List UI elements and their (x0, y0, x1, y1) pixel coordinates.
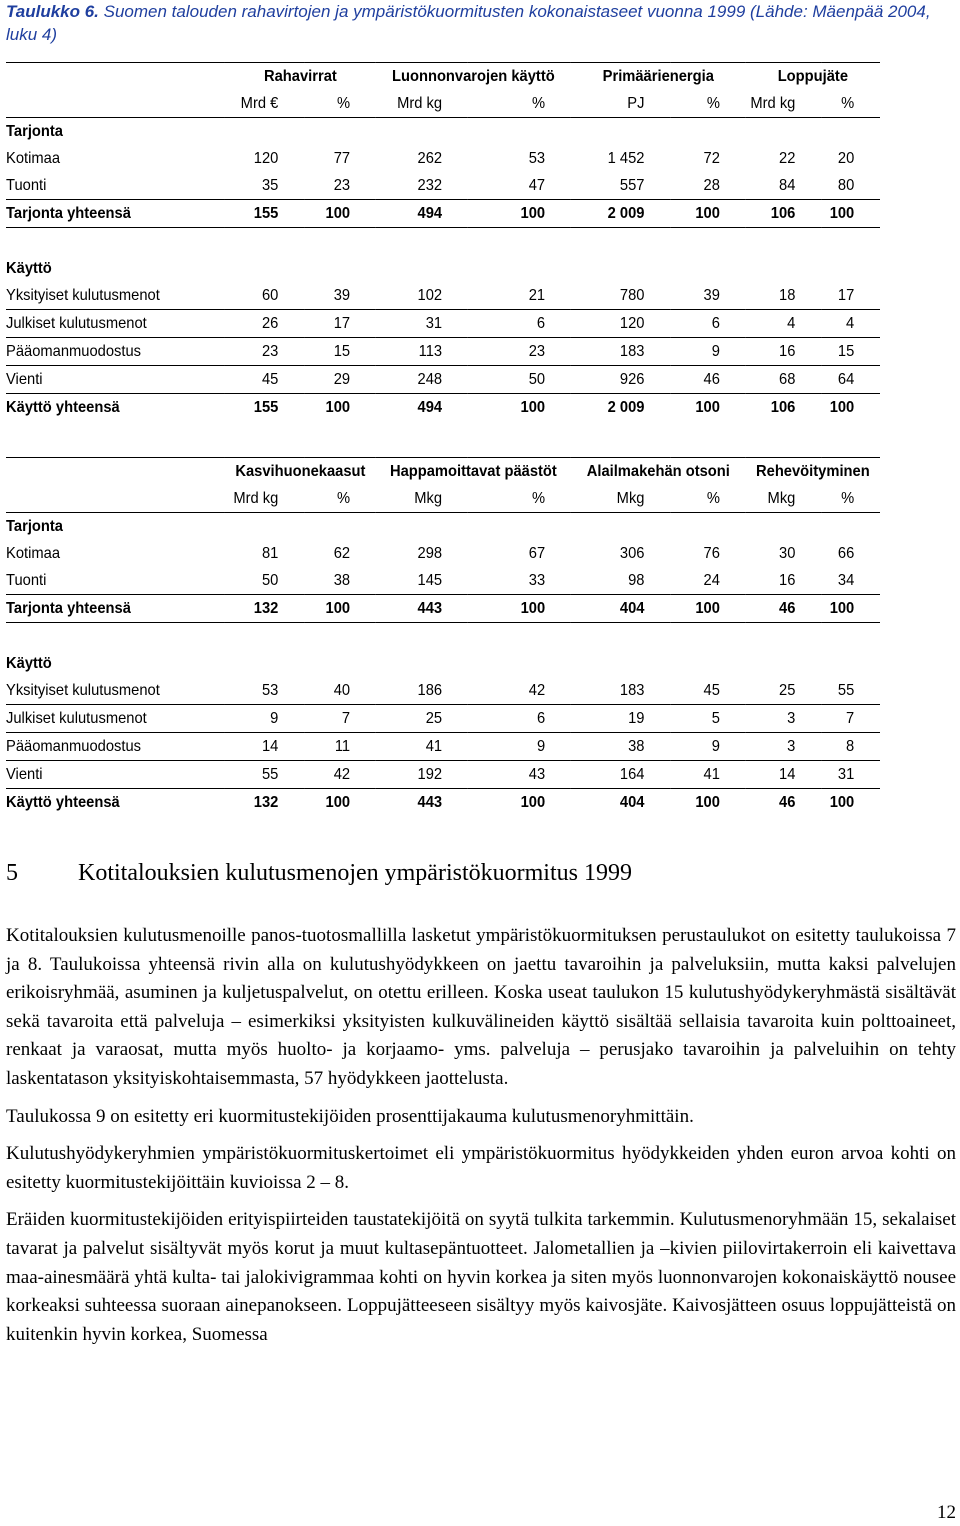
table-cell: 72 (703, 150, 720, 167)
caption-text: Suomen talouden rahavirtojen ja ympäristökuormitusten kokonaistaseet vuonna 1999 (Lähde: Mäenpää 2004, luku 4) (6, 2, 931, 44)
table-cell: 2 009 (571, 200, 670, 228)
table-cell: 6 (670, 310, 745, 338)
unit-header: Mkg (414, 490, 443, 507)
table-cell: 183 (571, 338, 670, 366)
table-cell: 100 (670, 595, 745, 623)
spacer-row (6, 228, 880, 256)
empty-cell (6, 623, 225, 651)
unit-header: Mrd kg (397, 95, 443, 112)
row-label: Pääomanmuodostus (6, 338, 225, 366)
unit-header: % (336, 490, 351, 507)
table-cell: 38 (571, 733, 670, 761)
table-cell: 45 (670, 677, 745, 705)
table-cell: 132 (225, 595, 304, 623)
section-row (6, 118, 880, 146)
row-label: Tuonti (6, 172, 225, 200)
table-cell: 145 (376, 567, 468, 595)
section-heading (6, 860, 632, 887)
paragraph: Eräiden kuormitustekijöiden erityispiirteiden taustatekijöitä on syytä tulkita tarkemmin. Kulutusmenoryhmään 15, sekalaiset tavarat ja palvelut sisältyvät myös korut ja muut kultasepäntuotteet. Jalometallien ja –kivien piilovirtakerroin eli kaivettava maa-ainesmäärä yhtä kulta- tai jalokivigrammaa kohti on hyvin korkea ja siten myös luonnonvarojen kokonaiskäyttö nousee korkeaksi suhteessa suoraan ainepanokseen. Loppujätteeseen sisältyy myös kaivosjäte. Kaivosjätteen osuus loppujätteistä on kuitenkin hyvin korkea, Suomessa (6, 1209, 956, 1345)
empty-cell (376, 623, 468, 651)
table-row (6, 567, 880, 595)
table-cell: 232 (376, 172, 468, 200)
table-cell: 25 (376, 705, 468, 733)
empty-cell (304, 255, 376, 282)
table-cell: 31 (821, 761, 880, 789)
group-header: Alailmakehän otsoni (571, 458, 746, 486)
table-row (6, 338, 880, 366)
row-label: Käyttö yhteensä (6, 794, 120, 811)
table-cell: 404 (619, 794, 645, 811)
table-row (6, 761, 880, 789)
empty-cell (746, 650, 821, 677)
empty-cell (571, 513, 670, 541)
table-cell: 43 (468, 761, 571, 789)
table-cell: 113 (376, 338, 468, 366)
table-cell: 17 (821, 282, 880, 310)
empty-cell (571, 118, 670, 146)
row-label: Kotimaa (6, 545, 61, 562)
table-row (6, 677, 880, 705)
table-cell: 100 (670, 200, 745, 228)
unit-header: % (841, 490, 855, 507)
header-spacer (6, 485, 225, 513)
table-cell: 4 (821, 310, 880, 338)
table-cell: 50 (225, 567, 304, 595)
table-cell: 120 (571, 310, 670, 338)
table-cell: 46 (670, 366, 745, 394)
table-cell: 15 (821, 338, 880, 366)
table-cell: 100 (468, 595, 571, 623)
empty-cell (670, 228, 745, 256)
table-cell: 23 (304, 172, 376, 200)
table-cell: 22 (779, 150, 796, 167)
table-cell: 25 (746, 677, 821, 705)
table-cell: 186 (376, 677, 468, 705)
table-cell: 7 (304, 705, 376, 733)
row-label: Kotimaa (6, 150, 61, 167)
table-cell: 183 (571, 677, 670, 705)
group-header: Loppujäte (746, 63, 880, 91)
total-row (6, 200, 880, 228)
empty-cell (225, 255, 304, 282)
table-cell: 443 (417, 794, 443, 811)
table-cell: 62 (333, 545, 351, 562)
empty-cell (670, 650, 745, 677)
table-cell: 100 (325, 794, 351, 811)
table-emissions (6, 457, 880, 816)
table-cell: 106 (746, 200, 821, 228)
table-cell: 14 (225, 733, 304, 761)
table-cell: 47 (468, 172, 571, 200)
spacer-row (6, 623, 880, 651)
table-row (6, 733, 880, 761)
table-cell: 19 (571, 705, 670, 733)
table-cell: 24 (670, 567, 745, 595)
empty-cell (304, 623, 376, 651)
table-cell: 17 (304, 310, 376, 338)
table-cell: 77 (333, 150, 351, 167)
table-cell: 29 (304, 366, 376, 394)
row-label: Julkiset kulutusmenot (6, 310, 225, 338)
table-unit-header (6, 90, 880, 118)
table-row (6, 366, 880, 394)
section-row (6, 650, 880, 677)
group-header: Rahavirrat (225, 63, 376, 91)
empty-cell (376, 228, 468, 256)
table-cell: 780 (571, 282, 670, 310)
table-cell: 53 (528, 150, 546, 167)
empty-cell (821, 650, 880, 677)
table-cell: 102 (376, 282, 468, 310)
table-cell: 46 (779, 794, 796, 811)
table-row (6, 282, 880, 310)
table-cell: 100 (821, 595, 880, 623)
table-cell: 60 (225, 282, 304, 310)
section-label: Tarjonta (6, 513, 225, 541)
empty-cell (821, 118, 880, 146)
table-cell: 16 (746, 567, 821, 595)
table-cell: 14 (746, 761, 821, 789)
section-label: Käyttö (6, 655, 52, 672)
table-cell: 9 (670, 733, 745, 761)
empty-cell (571, 650, 670, 677)
table-cell: 100 (829, 399, 855, 416)
table-cell: 120 (253, 150, 279, 167)
group-header: Happamoittavat päästöt (376, 458, 571, 486)
table-cell: 100 (520, 794, 546, 811)
empty-cell (821, 513, 880, 541)
table-cell: 5 (670, 705, 745, 733)
table-cell: 100 (829, 794, 855, 811)
table-cell: 55 (225, 761, 304, 789)
table-cell: 4 (746, 310, 821, 338)
table-cell: 494 (417, 399, 443, 416)
table-caption (6, 0, 951, 46)
table-cell: 100 (304, 200, 376, 228)
group-header: Kasvihuonekaasut (225, 458, 376, 486)
row-label: Vienti (6, 761, 225, 789)
empty-cell (746, 118, 821, 146)
table-cell: 306 (619, 545, 645, 562)
table-cell: 33 (468, 567, 571, 595)
row-label: Tarjonta yhteensä (6, 200, 225, 228)
table-cell: 11 (304, 733, 376, 761)
table-cell: 3 (746, 705, 821, 733)
unit-header: Mkg (616, 490, 645, 507)
empty-cell (821, 255, 880, 282)
table-unit-header (6, 485, 880, 513)
table-cell: 30 (779, 545, 796, 562)
table-cell: 557 (571, 172, 670, 200)
section-label: Tarjonta (6, 118, 225, 146)
table-cell: 248 (376, 366, 468, 394)
empty-cell (746, 228, 821, 256)
paragraph: Taulukossa 9 on esitetty eri kuormitustekijöiden prosenttijakauma kulutusmenoryhmittäin. (6, 1105, 694, 1127)
empty-cell (468, 513, 571, 541)
table-cell: 26 (225, 310, 304, 338)
table-cell: 100 (821, 200, 880, 228)
caption-label: Taulukko 6. (6, 2, 99, 21)
table-cell: 98 (571, 567, 670, 595)
empty-cell (746, 623, 821, 651)
table-cell: 31 (376, 310, 468, 338)
table-cell: 67 (528, 545, 546, 562)
empty-cell (746, 255, 821, 282)
table-cell: 39 (670, 282, 745, 310)
unit-header: % (532, 95, 546, 112)
table-cell: 38 (304, 567, 376, 595)
empty-cell (304, 513, 376, 541)
table-cell: 2 009 (607, 399, 645, 416)
table-cell: 106 (770, 399, 796, 416)
empty-cell (304, 228, 376, 256)
table-cell: 8 (821, 733, 880, 761)
empty-cell (670, 118, 745, 146)
table-cell: 9 (225, 705, 304, 733)
table-cell: 23 (468, 338, 571, 366)
empty-cell (571, 623, 670, 651)
table-cell: 50 (468, 366, 571, 394)
section-row (6, 513, 880, 541)
section-label: Käyttö (6, 260, 52, 277)
row-label: Julkiset kulutusmenot (6, 705, 225, 733)
table-cell: 80 (821, 172, 880, 200)
empty-cell (746, 513, 821, 541)
empty-cell (468, 623, 571, 651)
empty-cell (821, 228, 880, 256)
table-cell: 926 (571, 366, 670, 394)
table-cell: 45 (225, 366, 304, 394)
table-cell: 100 (695, 399, 720, 416)
table-cell: 9 (670, 338, 745, 366)
table-row (6, 540, 880, 567)
empty-cell (670, 513, 745, 541)
table-cell: 155 (253, 399, 279, 416)
empty-cell (670, 255, 745, 282)
table-cell: 6 (468, 705, 571, 733)
table-cell: 9 (468, 733, 571, 761)
unit-header: Mkg (767, 490, 796, 507)
table-cell: 262 (417, 150, 443, 167)
row-label: Tuonti (6, 567, 225, 595)
table-cell: 41 (670, 761, 745, 789)
table-cell: 494 (376, 200, 468, 228)
empty-cell (468, 228, 571, 256)
header-spacer (6, 458, 225, 486)
row-label: Pääomanmuodostus (6, 733, 225, 761)
page-number: 12 (937, 1502, 956, 1523)
table-cell: 42 (304, 761, 376, 789)
table-cell: 66 (837, 545, 855, 562)
paragraph: Kotitalouksien kulutusmenoille panos-tuotosmallilla lasketut ympäristökuormituksen perustaulukot on esitetty taulukoissa 7 ja 8. Taulukoissa yhteensä rivin alla on kulutushyödykkeen on jaettu tavaroihin ja palveluksiin, mutta kaksi palvelujen erikoisryhmää, asuminen ja kuljetuspalvelut, on otettu erilleen. Koska useat taulukon 15 kulutushyödykeryhmästä sisältävät sekä tavaroita että palveluja – esimerkiksi yksityisten kulkuvälineiden käyttö sisältää sellaisia tavaroita kuin polttoaineet, renkaat ja varaosat, mutta myös huolto- ja korjaamo- yms. palveluja – perusjako tavaroihin ja palveluihin on tehty laskentatason yksityiskohtaisemmasta, 57 hyödykkeen jaottelusta. (6, 925, 956, 1089)
empty-cell (304, 650, 376, 677)
row-label: Käyttö yhteensä (6, 399, 120, 416)
table-cell: 100 (325, 399, 351, 416)
empty-cell (571, 255, 670, 282)
table-cell: 15 (304, 338, 376, 366)
group-header: Rehevöityminen (746, 458, 880, 486)
empty-cell (376, 255, 468, 282)
unit-header: Mrd kg (750, 95, 796, 112)
table-cell: 404 (571, 595, 670, 623)
table-cell: 76 (703, 545, 720, 562)
table-cell: 23 (225, 338, 304, 366)
table-cell: 21 (468, 282, 571, 310)
table-cell: 1 452 (607, 150, 645, 167)
empty-cell (376, 513, 468, 541)
unit-header: Mrd € (240, 95, 279, 112)
header-spacer (6, 63, 225, 91)
empty-cell (468, 650, 571, 677)
section-title: Kotitalouksien kulutusmenojen ympäristökuormitus 1999 (78, 860, 632, 886)
unit-header: Mrd kg (233, 490, 279, 507)
row-label: Yksityiset kulutusmenot (6, 677, 225, 705)
table-cell: 192 (376, 761, 468, 789)
table-cell: 155 (225, 200, 304, 228)
table-financial-flows (6, 62, 880, 421)
total-row (6, 394, 880, 422)
section-row (6, 255, 880, 282)
table-cell: 68 (746, 366, 821, 394)
table-cell: 46 (746, 595, 821, 623)
unit-header: % (706, 490, 720, 507)
total-row (6, 789, 880, 817)
empty-cell (376, 118, 468, 146)
row-label: Vienti (6, 366, 225, 394)
table-cell: 34 (821, 567, 880, 595)
table-cell: 16 (746, 338, 821, 366)
table-cell: 64 (821, 366, 880, 394)
table-cell: 100 (695, 794, 720, 811)
empty-cell (670, 623, 745, 651)
empty-cell (376, 650, 468, 677)
table-group-header (6, 63, 880, 91)
table-cell: 100 (468, 200, 571, 228)
table-row (6, 145, 880, 172)
row-label: Tarjonta yhteensä (6, 595, 225, 623)
section-number: 5 (6, 860, 18, 886)
table-cell: 3 (746, 733, 821, 761)
table-cell: 20 (837, 150, 855, 167)
table-cell: 35 (225, 172, 304, 200)
empty-cell (468, 255, 571, 282)
empty-cell (304, 118, 376, 146)
unit-header: PJ (627, 95, 645, 112)
empty-cell (571, 228, 670, 256)
table-cell: 18 (746, 282, 821, 310)
empty-cell (225, 623, 304, 651)
empty-cell (225, 228, 304, 256)
table-cell: 298 (417, 545, 443, 562)
paragraph: Kulutushyödykeryhmien ympäristökuormituskertoimet eli ympäristökuormitus hyödykkeiden yhden euron arvoa kohti on esitetty kuormitustekijöittäin kuvioissa 2 – 8. (6, 1143, 956, 1193)
body-text (6, 922, 956, 1358)
unit-header: % (841, 95, 855, 112)
table-cell: 84 (746, 172, 821, 200)
table-row (6, 310, 880, 338)
table-cell: 443 (376, 595, 468, 623)
table-cell: 55 (821, 677, 880, 705)
table-cell: 6 (468, 310, 571, 338)
table-cell: 100 (304, 595, 376, 623)
table-row (6, 705, 880, 733)
table-cell: 42 (468, 677, 571, 705)
header-spacer (6, 90, 225, 118)
table-cell: 40 (304, 677, 376, 705)
empty-cell (225, 118, 304, 146)
row-label: Yksityiset kulutusmenot (6, 282, 225, 310)
table-group-header (6, 458, 880, 486)
unit-header: % (532, 490, 546, 507)
table-cell: 81 (261, 545, 279, 562)
empty-cell (225, 650, 304, 677)
table-cell: 28 (670, 172, 745, 200)
unit-header: % (336, 95, 351, 112)
table-row (6, 172, 880, 200)
total-row (6, 595, 880, 623)
table-cell: 41 (376, 733, 468, 761)
empty-cell (225, 513, 304, 541)
table-cell: 53 (225, 677, 304, 705)
empty-cell (468, 118, 571, 146)
unit-header: % (706, 95, 720, 112)
empty-cell (821, 623, 880, 651)
empty-cell (6, 228, 225, 256)
table-cell: 7 (821, 705, 880, 733)
table-cell: 132 (253, 794, 279, 811)
table-cell: 100 (520, 399, 546, 416)
table-cell: 164 (571, 761, 670, 789)
table-cell: 39 (304, 282, 376, 310)
group-header: Primäärienergia (571, 63, 746, 91)
group-header: Luonnonvarojen käyttö (376, 63, 571, 91)
